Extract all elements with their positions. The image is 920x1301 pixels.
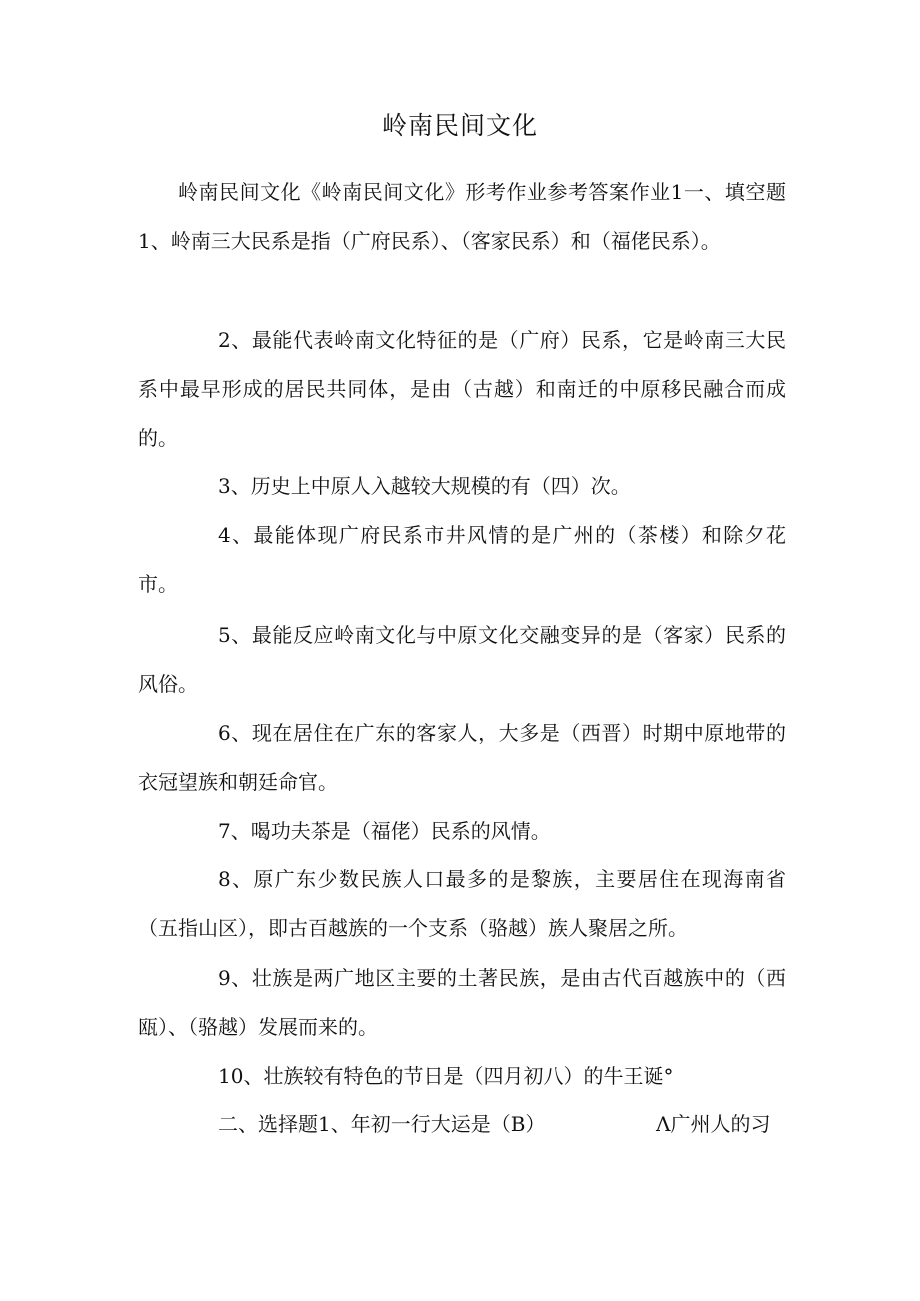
section-2-option-a: Λ广州人的习 xyxy=(656,1112,771,1136)
item-7: 7、喝功夫茶是（福佬）民系的风情。 xyxy=(218,819,551,843)
item-8: 8、原广东少数民族人口最多的是黎族，主要居住在现海南省（五指山区），即古百越族的一个支系（骆越）族人聚居之所。 xyxy=(138,867,786,940)
item-5: 5、最能反应岭南文化与中原文化交融变异的是（客家）民系的风俗。 xyxy=(138,623,786,696)
item-4: 4、最能体现广府民系市井风情的是广州的（茶楼）和除夕花市。 xyxy=(138,523,786,596)
item-10: 10、壮族较有特色的节日是（四月初八）的牛王诞° xyxy=(218,1064,674,1088)
item-2: 2、最能代表岭南文化特征的是（广府）民系，它是岭南三大民系中最早形成的居民共同体，是由（古越）和南迁的中原移民融合而成的。 xyxy=(138,328,786,450)
section-2-heading: 二、选择题1、年初一行大运是（B） xyxy=(218,1112,546,1136)
item-3: 3、历史上中原人入越较大规模的有（四）次。 xyxy=(218,474,631,498)
document-title: 岭南民间文化 xyxy=(381,111,538,140)
item-9: 9、壮族是两广地区主要的土著民族，是由古代百越族中的（西瓯）、（骆越）发展而来的。 xyxy=(138,966,786,1039)
intro-paragraph: 岭南民间文化《岭南民间文化》形考作业参考答案作业1一、填空题1、岭南三大民系是指（广府民系）、（客家民系）和（福佬民系）。 xyxy=(138,180,786,253)
item-6: 6、现在居住在广东的客家人，大多是（西晋）时期中原地带的衣冠望族和朝廷命官。 xyxy=(138,721,786,794)
